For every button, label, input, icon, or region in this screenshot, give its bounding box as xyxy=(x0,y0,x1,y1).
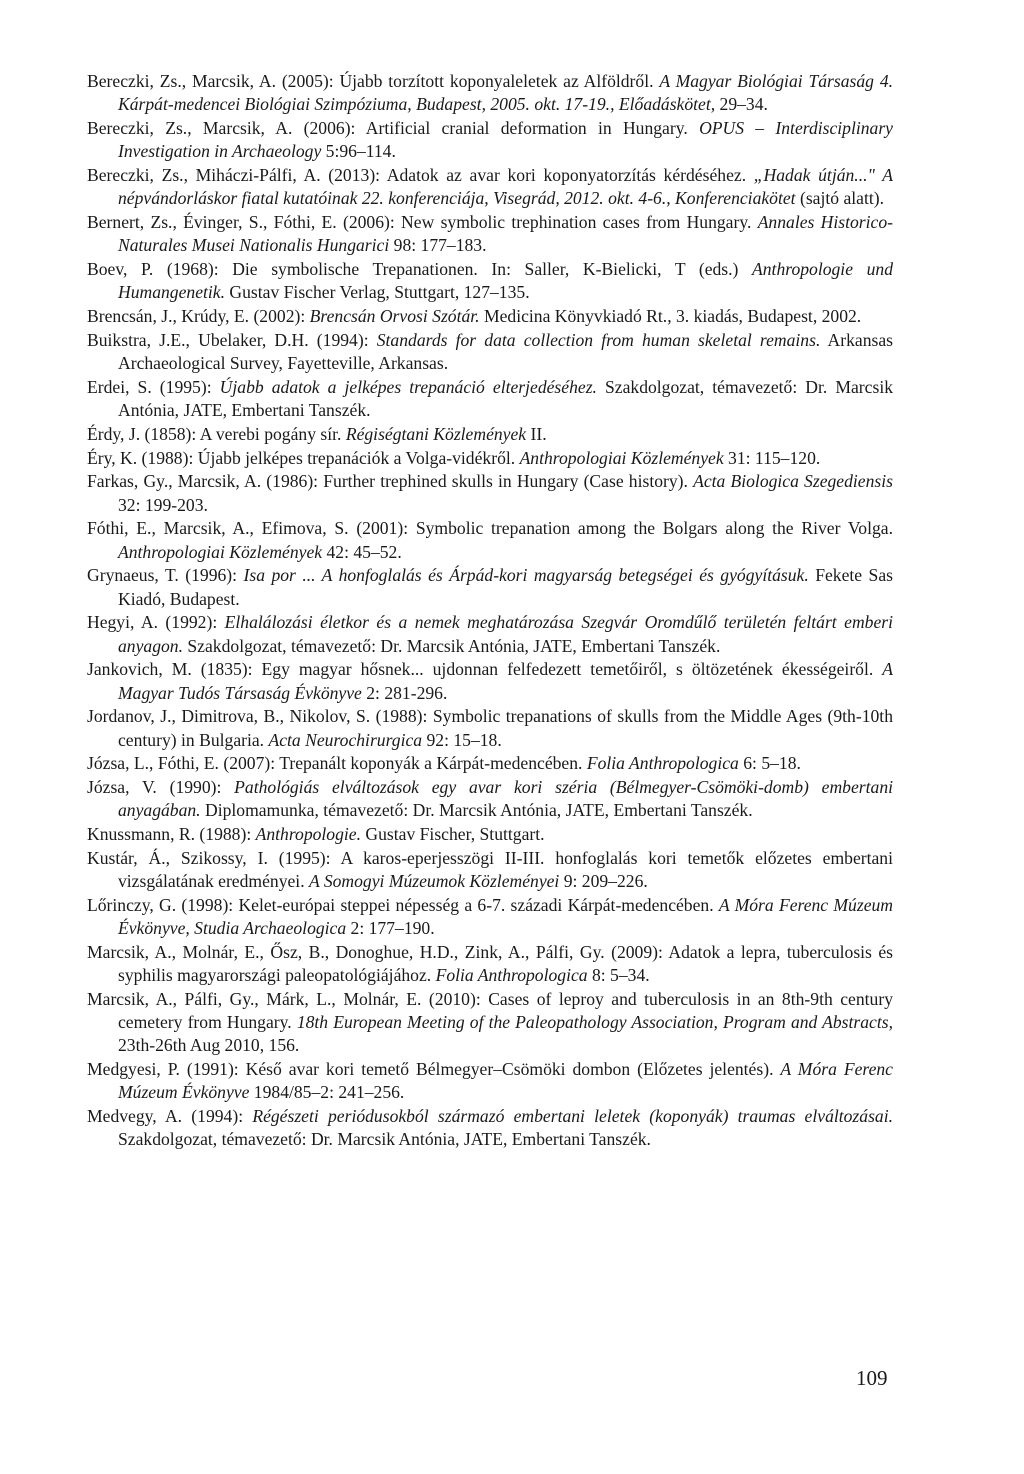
reference-text: 1984/85–2: 241–256. xyxy=(249,1082,405,1103)
reference-text: 6: 5–18. xyxy=(738,753,801,774)
reference-text: Erdei, S. (1995): xyxy=(87,376,220,397)
reference-text: 2: 177–190. xyxy=(346,918,435,939)
reference-text: Lőrinczy, G. (1998): Kelet-európai steppei népesség a 6-7. századi Kárpát-medencében. xyxy=(87,894,719,915)
reference-text: Farkas, Gy., Marcsik, A. (1986): Further trephined skulls in Hungary (Case history). xyxy=(87,471,694,492)
reference-title-italic: Brencsán Orvosi Szótár. xyxy=(309,306,480,326)
reference-text: 8: 5–34. xyxy=(587,965,650,986)
reference-entry xyxy=(87,752,893,775)
reference-text: 42: 45–52. xyxy=(322,541,402,562)
reference-title-italic: Folia Anthropologica xyxy=(586,753,739,774)
reference-text: II. xyxy=(526,423,547,444)
reference-text: Szakdolgozat, témavezető: Dr. Marcsik Antónia, JATE, Embertani Tanszék. xyxy=(118,1129,651,1150)
reference-title-italic: A Magyar Biológiai Társaság 4. Kárpát-medencei Biológiai Szimpóziuma, Budapest, 2005. okt. 17-19., Előadáskötet, xyxy=(118,71,894,115)
reference-list xyxy=(87,70,893,1152)
reference-entry xyxy=(87,1058,893,1104)
reference-entry xyxy=(87,847,893,893)
reference-text: Medgyesi, P. (1991): Késő avar kori temető Bélmegyer–Csömöki dombon (Előzetes jelentés). xyxy=(87,1059,781,1080)
reference-entry xyxy=(87,517,893,563)
reference-entry xyxy=(87,211,893,257)
reference-title-italic: Acta Biologica Szegediensis xyxy=(693,471,893,492)
reference-text: Boev, P. (1968): Die symbolische Trepanationen. In: Saller, K-Bielicki, T (eds.) xyxy=(87,259,753,279)
reference-text: Bereczki, Zs., Marcsik, A. (2006): Artificial cranial deformation in Hungary. xyxy=(87,118,700,138)
reference-title-italic: A Móra Ferenc Múzeum Évkönyve xyxy=(118,1059,893,1103)
reference-text: Marcsik, A., Pálfi, Gy., Márk, L., Molnár, E. (2010): Cases of leproy and tuberculosis in an 8th-9th century cemetery from Hungary. xyxy=(87,988,893,1033)
page-number: 109 xyxy=(856,1366,888,1390)
reference-text: Szakdolgozat, témavezető: Dr. Marcsik Antónia, JATE, Embertani Tanszék. xyxy=(183,635,721,656)
reference-text: 29–34. xyxy=(715,94,768,115)
reference-entry xyxy=(87,658,893,704)
reference-title-italic: A Somogyi Múzeumok Közleményei xyxy=(309,871,560,892)
reference-text: Éry, K. (1988): Újabb jelképes trepanációk a Volga-vidékről. xyxy=(87,447,520,468)
reference-title-italic: OPUS – Interdisciplinary Investigation in Archaeology xyxy=(118,118,893,162)
reference-entry xyxy=(87,329,893,375)
reference-title-italic: Standards for data collection from human skeletal remains. xyxy=(376,329,821,350)
reference-text: Bereczki, Zs., Marcsik, A. (2005): Újabb torzított koponyaleletek az Alföldről. xyxy=(87,71,660,91)
reference-text: Grynaeus, T. (1996): xyxy=(87,565,244,586)
reference-text: Diplomamunka, témavezető: Dr. Marcsik Antónia, JATE, Embertani Tanszék. xyxy=(200,800,753,821)
reference-text: 5:96–114. xyxy=(321,141,396,162)
reference-text: Érdy, J. (1858): A verebi pogány sír. xyxy=(87,423,346,444)
reference-title-italic: Pathológiás elváltozások egy avar kori széria (Bélmegyer-Csömöki-domb) embertani anyagában. xyxy=(118,777,894,821)
reference-title-italic: Anthropologie. xyxy=(255,824,361,845)
reference-text: 92: 15–18. xyxy=(422,729,502,750)
reference-entry xyxy=(87,305,893,328)
reference-text: Bereczki, Zs., Miháczi-Pálfi, A. (2013): Adatok az avar kori koponyatorzítás kérdéséhez. xyxy=(87,165,754,185)
reference-text: Medvegy, A. (1994): xyxy=(87,1106,253,1127)
reference-entry xyxy=(87,988,893,1058)
reference-title-italic: „Hadak útján..." A népvándorláskor fiatal kutatóinak 22. konferenciája, Visegrád, 2012. okt. 4-6., Konferenciakötet xyxy=(118,165,893,209)
reference-title-italic: Folia Anthropologica xyxy=(435,965,588,986)
reference-entry xyxy=(87,1105,893,1151)
reference-entry xyxy=(87,117,893,163)
reference-title-italic: Isa por ... A honfoglalás és Árpád-kori magyarság betegségei és gyógyításuk. xyxy=(243,565,809,586)
reference-text: 2: 281-296. xyxy=(361,682,448,703)
reference-title-italic: Annales Historico-Naturales Musei Nationalis Hungarici xyxy=(118,212,893,256)
reference-entry xyxy=(87,611,893,657)
reference-entry xyxy=(87,258,893,304)
reference-text: Jordanov, J., Dimitrova, B., Nikolov, S. (1988): Symbolic trepanations of skulls from the Middle Ages (9th-10th century) in Bulgaria. xyxy=(87,706,893,750)
reference-entry xyxy=(87,376,893,422)
reference-text: Jankovich, M. (1835): Egy magyar hősnek... ujdonnan felfedezett temetőiről, s öltözetének ékességeiről. xyxy=(87,659,883,680)
reference-text: Józsa, V. (1990): xyxy=(87,777,235,798)
reference-entry xyxy=(87,470,893,516)
reference-text: Bernert, Zs., Évinger, S., Fóthi, E. (2006): New symbolic trephination cases from Hungary. xyxy=(87,212,758,232)
reference-text: 23th-26th Aug 2010, 156. xyxy=(118,1035,300,1056)
reference-text: 32: 199-203. xyxy=(118,494,208,515)
reference-title-italic: A Magyar Tudós Társaság Évkönyve xyxy=(118,659,893,703)
reference-title-italic: A Móra Ferenc Múzeum Évkönyve, Studia Archaeologica xyxy=(118,894,894,939)
reference-text: Gustav Fischer, Stuttgart. xyxy=(361,824,545,845)
reference-text: 98: 177–183. xyxy=(389,235,487,256)
reference-title-italic: Régiségtani Közlemények xyxy=(345,423,527,444)
reference-entry xyxy=(87,447,893,470)
reference-entry xyxy=(87,564,893,610)
reference-text: Buikstra, J.E., Ubelaker, D.H. (1994): xyxy=(87,329,377,350)
reference-text: Gustav Fischer Verlag, Stuttgart, 127–135. xyxy=(225,282,530,303)
reference-text: Knussmann, R. (1988): xyxy=(87,824,256,845)
reference-title-italic: Régészeti periódusokból származó embertani leletek (koponyák) traumas elváltozásai. xyxy=(252,1106,894,1127)
reference-title-italic: Újabb adatok a jelképes trepanáció elterjedéséhez. xyxy=(219,376,597,397)
reference-entry xyxy=(87,70,893,116)
reference-entry xyxy=(87,894,893,940)
reference-title-italic: Anthropologiai Közlemények xyxy=(519,447,724,468)
reference-text: Arkansas Archaeological Survey, Fayetteville, Arkansas. xyxy=(118,329,894,373)
reference-text: Brencsán, J., Krúdy, E. (2002): xyxy=(87,306,310,326)
reference-text: Kustár, Á., Szikossy, I. (1995): A karos-eperjesszögi II-III. honfoglalás kori temetők előzetes embertani vizsgálatának eredményei. xyxy=(87,847,893,892)
reference-text: Marcsik, A., Molnár, E., Ősz, B., Donoghue, H.D., Zink, A., Pálfi, Gy. (2009): Adatok a lepra, tuberculosis és syphilis magyarországi paleopatológiájához. xyxy=(87,941,893,986)
reference-text: Fekete Sas Kiadó, Budapest. xyxy=(118,565,893,609)
reference-entry xyxy=(87,941,893,987)
reference-entry xyxy=(87,423,893,446)
reference-entry xyxy=(87,776,893,822)
reference-title-italic: Acta Neurochirurgica xyxy=(268,729,423,750)
reference-text: Fóthi, E., Marcsik, A., Efimova, S. (2001): Symbolic trepanation among the Bolgars along the River Volga. xyxy=(87,518,893,539)
reference-text: Hegyi, A. (1992): xyxy=(87,612,225,633)
reference-text: Szakdolgozat, témavezető: Dr. Marcsik Antónia, JATE, Embertani Tanszék. xyxy=(118,376,894,420)
reference-title-italic: Anthropologie und Humangenetik. xyxy=(118,259,893,303)
reference-entry xyxy=(87,705,893,751)
reference-entry xyxy=(87,164,893,210)
reference-text: (sajtó alatt). xyxy=(795,188,884,209)
reference-title-italic: Anthropologiai Közlemények xyxy=(118,541,323,562)
reference-text: 31: 115–120. xyxy=(723,447,821,468)
reference-text: Józsa, L., Fóthi, E. (2007): Trepanált koponyák a Kárpát-medencében. xyxy=(87,753,587,774)
reference-entry xyxy=(87,823,893,846)
reference-text: Medicina Könyvkiadó Rt., 3. kiadás, Budapest, 2002. xyxy=(479,306,862,326)
reference-title-italic: 18th European Meeting of the Paleopathology Association, Program and Abstracts, xyxy=(296,1012,894,1033)
reference-text: 9: 209–226. xyxy=(559,871,648,892)
reference-title-italic: Elhalálozási életkor és a nemek meghatározása Szegvár Oromdűlő területén feltárt emberi anyagon. xyxy=(118,612,893,656)
